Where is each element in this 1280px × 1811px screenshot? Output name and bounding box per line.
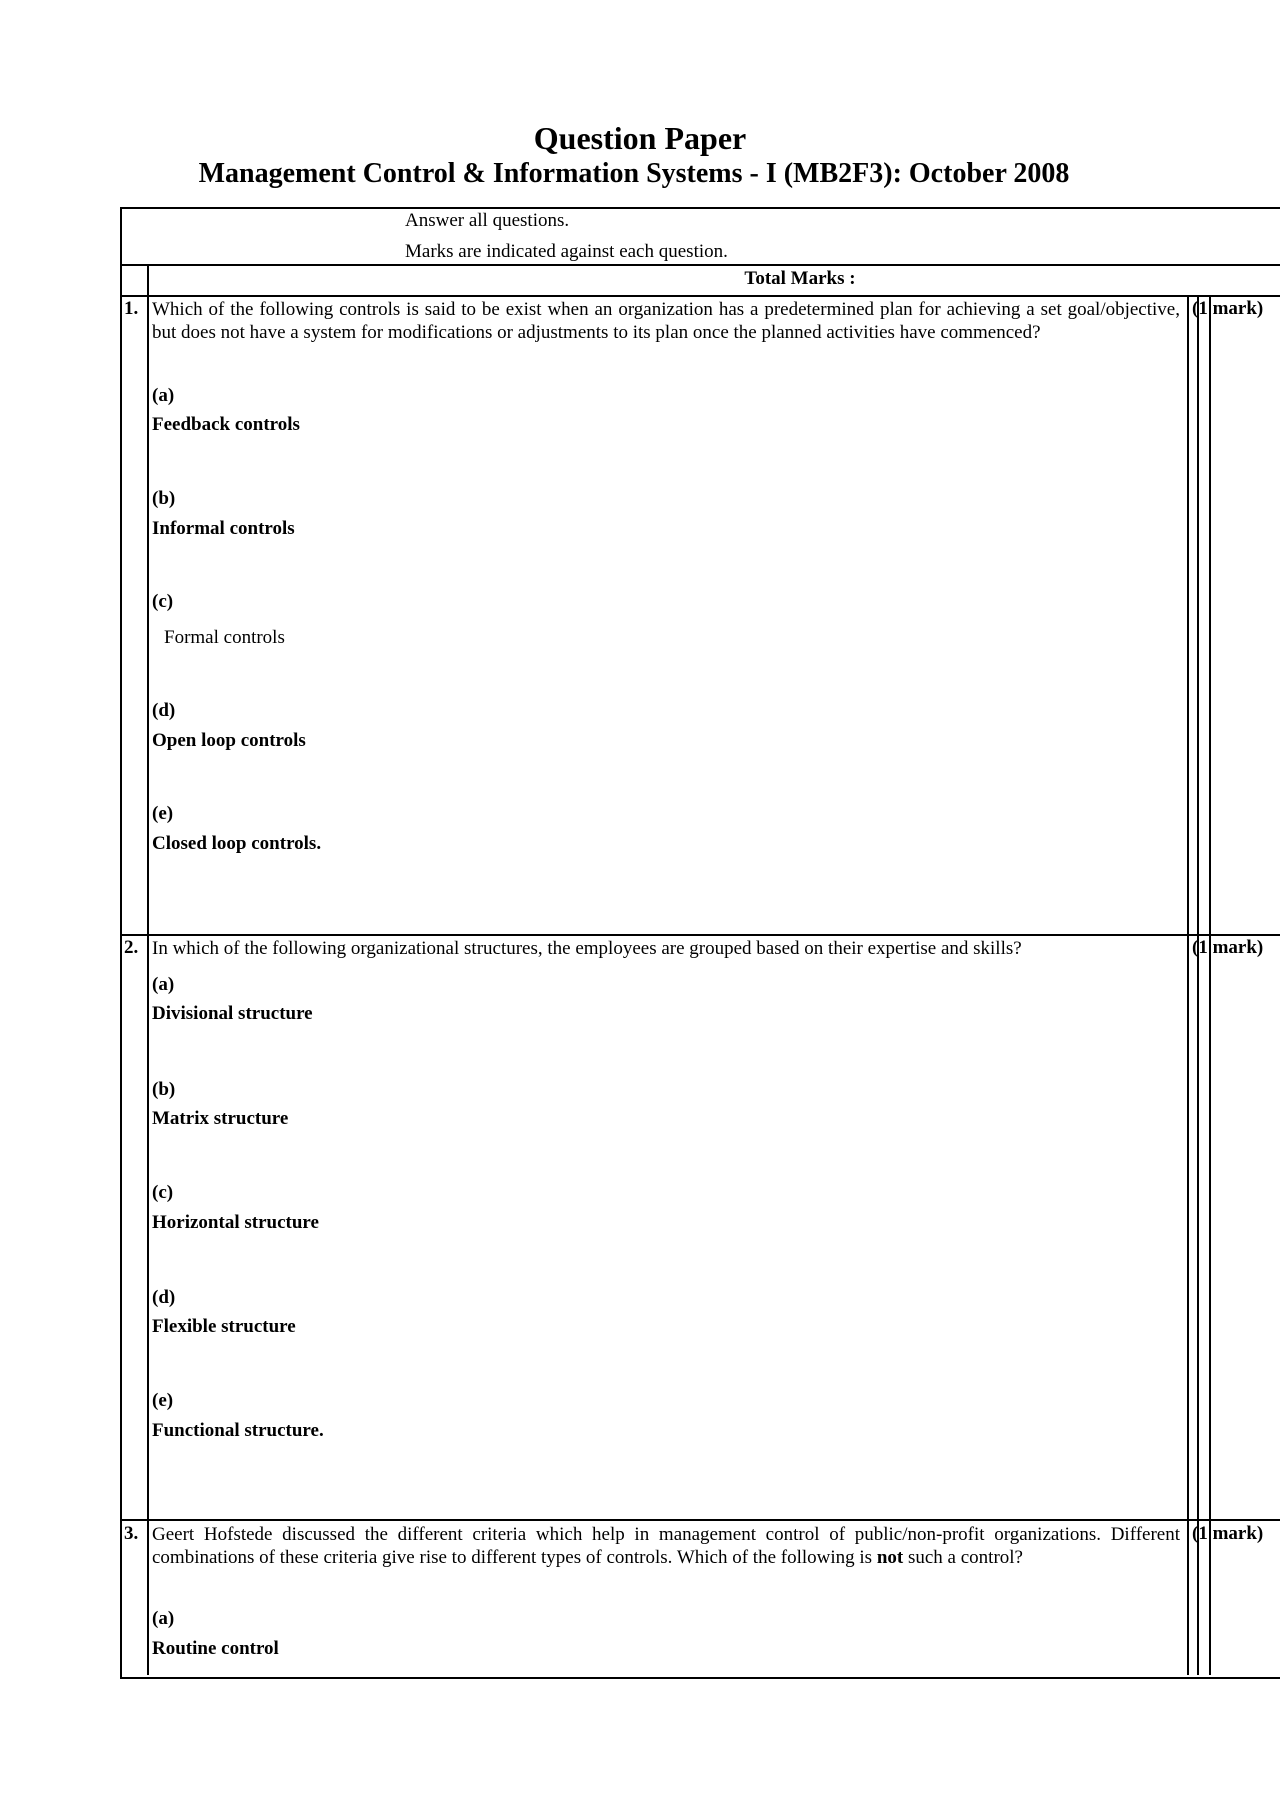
option-label: (d) xyxy=(152,700,176,721)
question-text-part: Geert Hofstede discussed the different criteria which help in management control of public/non-profit organizations. Different combinations of these criteria give rise to different types of controls. Which of the following is xyxy=(152,1524,1180,1568)
table-rule xyxy=(120,1519,1280,1521)
page-title: Question Paper xyxy=(533,120,747,156)
option-label: (b) xyxy=(152,488,176,509)
option-label: (c) xyxy=(152,1182,174,1203)
question-number: 1. xyxy=(124,298,139,319)
option-label: (d) xyxy=(152,1287,176,1308)
option-text: Functional structure. xyxy=(152,1420,324,1441)
option-text: Routine control xyxy=(152,1638,279,1659)
question-marks: (1 mark) xyxy=(1192,298,1264,319)
option-label: (b) xyxy=(152,1079,176,1100)
question-number: 3. xyxy=(124,1523,139,1544)
question-text-emphasis: not xyxy=(876,1547,904,1568)
option-text: Divisional structure xyxy=(152,1003,313,1024)
option-label: (e) xyxy=(152,803,174,824)
question-marks: (1 mark) xyxy=(1192,1523,1264,1544)
total-marks-label: Total Marks : xyxy=(744,268,856,289)
question-text xyxy=(152,1523,1180,1569)
option-text: Flexible structure xyxy=(152,1316,296,1337)
question-number: 2. xyxy=(124,937,139,958)
instruction-line: Marks are indicated against each question. xyxy=(405,241,728,262)
option-text: Feedback controls xyxy=(152,414,300,435)
option-text: Matrix structure xyxy=(152,1108,289,1129)
question-text: Which of the following controls is said to be exist when an organization has a predetermined plan for achieving a set goal/objective, but does not have a system for modifications or adjustments to its plan once the planned activities have commenced? xyxy=(152,299,1180,343)
table-column-rule xyxy=(1197,295,1199,1675)
question-marks: (1 mark) xyxy=(1192,937,1264,958)
question-text: In which of the following organizational structures, the employees are grouped based on their expertise and skills? xyxy=(152,938,1022,959)
table-column-rule xyxy=(1209,295,1211,1675)
option-label: (a) xyxy=(152,974,175,995)
option-label: (a) xyxy=(152,1608,175,1629)
page-subtitle: Management Control & Information Systems - I (MB2F3): October 2008 xyxy=(198,158,1070,189)
question-text-part: such a control? xyxy=(903,1547,1023,1568)
option-text: Horizontal structure xyxy=(152,1212,319,1233)
option-text: Closed loop controls. xyxy=(152,833,322,854)
table-column-rule xyxy=(147,264,149,1675)
table-rule xyxy=(120,934,1280,936)
option-text: Open loop controls xyxy=(152,730,306,751)
instruction-line: Answer all questions. xyxy=(405,210,570,231)
option-label: (e) xyxy=(152,1390,174,1411)
option-text: Informal controls xyxy=(152,518,295,539)
option-label: (c) xyxy=(152,591,174,612)
table-rule xyxy=(120,295,1280,297)
option-text: Formal controls xyxy=(164,627,285,648)
table-column-rule xyxy=(1187,295,1189,1675)
option-label: (a) xyxy=(152,385,175,406)
table-rule xyxy=(120,264,1280,266)
